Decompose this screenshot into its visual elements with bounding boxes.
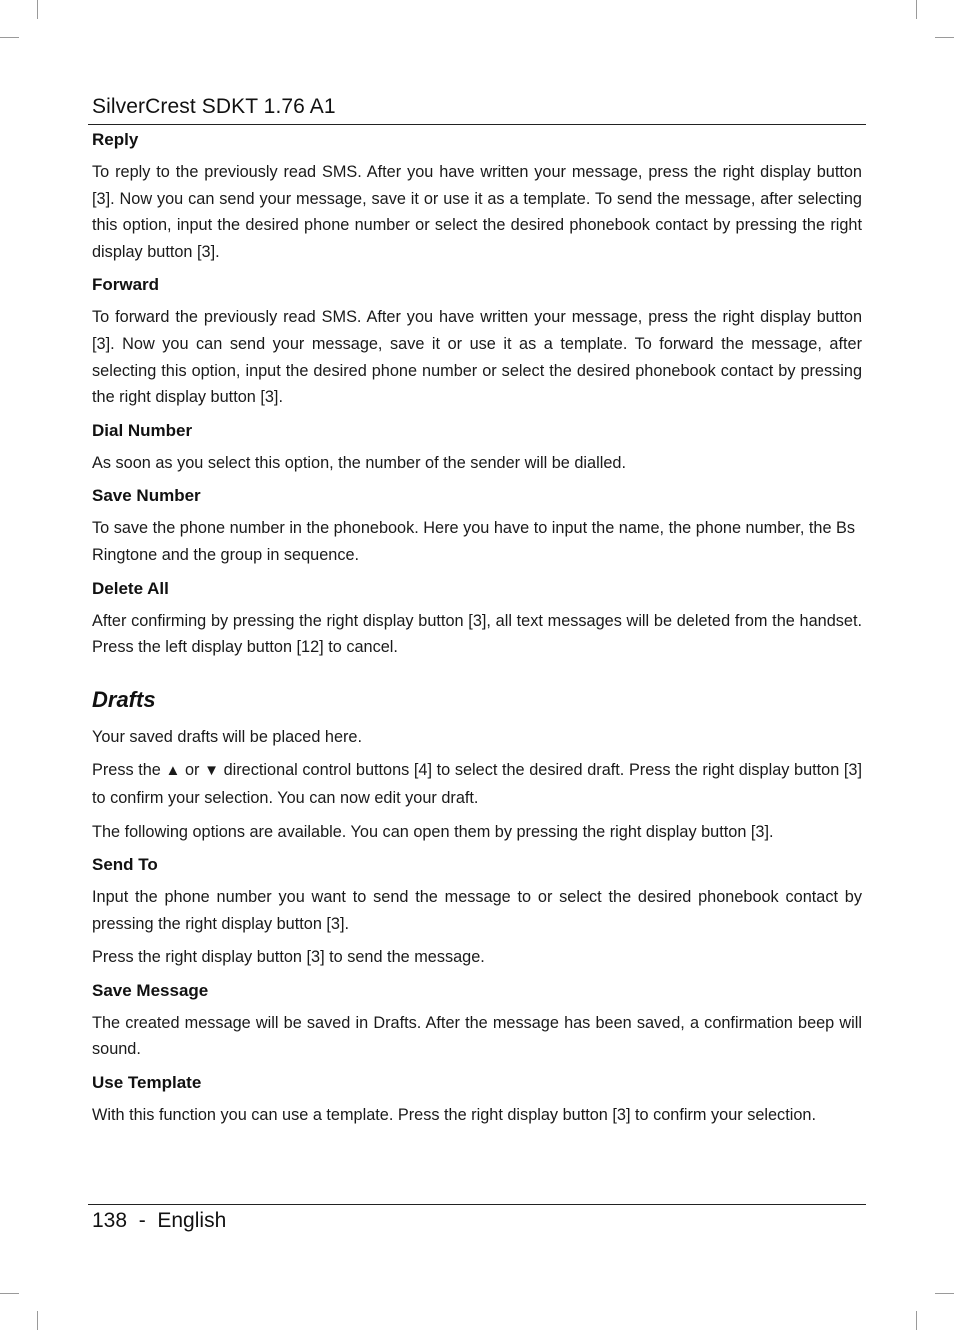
crop-mark-bottom-left-h (0, 1293, 19, 1294)
paragraph-send-to-confirm: Press the right display button [3] to send the message. (92, 948, 485, 967)
crop-mark-bottom-right (916, 1311, 917, 1330)
section-heading-save-number: Save Number (92, 486, 201, 506)
down-arrow-icon: ▼ (204, 762, 219, 780)
paragraph-save-message: The created message will be saved in Drafts. After the message has been saved, a confirmation beep will sound. (92, 1013, 862, 1059)
footer-rule (88, 1204, 866, 1205)
paragraph-drafts-options: The following options are available. You can open them by pressing the right display button [3]. (92, 822, 774, 841)
up-arrow-icon: ▲ (165, 762, 181, 780)
section-heading-save-message: Save Message (92, 980, 209, 1000)
crop-mark-top-left-h (0, 37, 19, 38)
crop-mark-bottom-right-h (935, 1293, 954, 1294)
text-press-the: Press the (92, 761, 161, 780)
section-heading-send-to: Send To (92, 855, 158, 875)
paragraph-drafts-navigation (92, 757, 862, 811)
section-heading-reply: Reply (92, 130, 139, 149)
paragraph-forward: To forward the previously read SMS. After you have written your message, press the right display button [3]. Now you can send your message, save it or use it as a template. To forward the message, after selecting this option, input the desired phone number or select the desired phonebook contact by pressing the right display button [3]. (92, 308, 862, 407)
crop-mark-top-left (37, 0, 38, 19)
page-header-title: SilverCrest SDKT 1.76 A1 (92, 95, 336, 118)
section-heading-dial-number: Dial Number (92, 420, 193, 440)
paragraph-save-number: To save the phone number in the phonebook. Here you have to input the name, the phone number, the Bs Ringtone and the group in sequence. (92, 519, 856, 564)
paragraph-drafts-intro: Your saved drafts will be placed here. (92, 727, 363, 746)
crop-mark-top-right-h (935, 37, 954, 38)
section-heading-delete-all: Delete All (92, 578, 169, 598)
paragraph-delete-all: After confirming by pressing the right display button [3], all text messages will be deleted from the handset. Press the left display button [12] to cancel. (92, 611, 862, 657)
page-content (92, 128, 862, 1129)
section-title-drafts: Drafts (92, 686, 156, 712)
crop-mark-top-right (916, 0, 917, 19)
section-heading-use-template: Use Template (92, 1073, 202, 1093)
paragraph-dial-number: As soon as you select this option, the number of the sender will be dialled. (92, 453, 626, 472)
paragraph-reply: To reply to the previously read SMS. After you have written your message, press the right display button [3]. Now you can send your message, save it or use it as a template. To send the message, after selecting this option, input the desired phone number or select the desired phonebook contact by pressing the right display button [3]. (92, 163, 862, 261)
crop-mark-bottom-left (37, 1311, 38, 1330)
paragraph-use-template: With this function you can use a template. Press the right display button [3] to confirm your selection. (92, 1106, 816, 1125)
paragraph-send-to: Input the phone number you want to send the message to or select the desired phonebook contact by pressing the right display button [3]. (92, 888, 862, 933)
text-or: or (184, 761, 200, 780)
section-heading-forward: Forward (92, 275, 160, 295)
text-directional-buttons: directional control buttons [4] to select the desired draft. Press the right display button [3] to confirm your selection. You can now edit your draft. (92, 761, 862, 807)
page-footer: 138 - English (92, 1209, 227, 1232)
header-rule (88, 124, 866, 125)
